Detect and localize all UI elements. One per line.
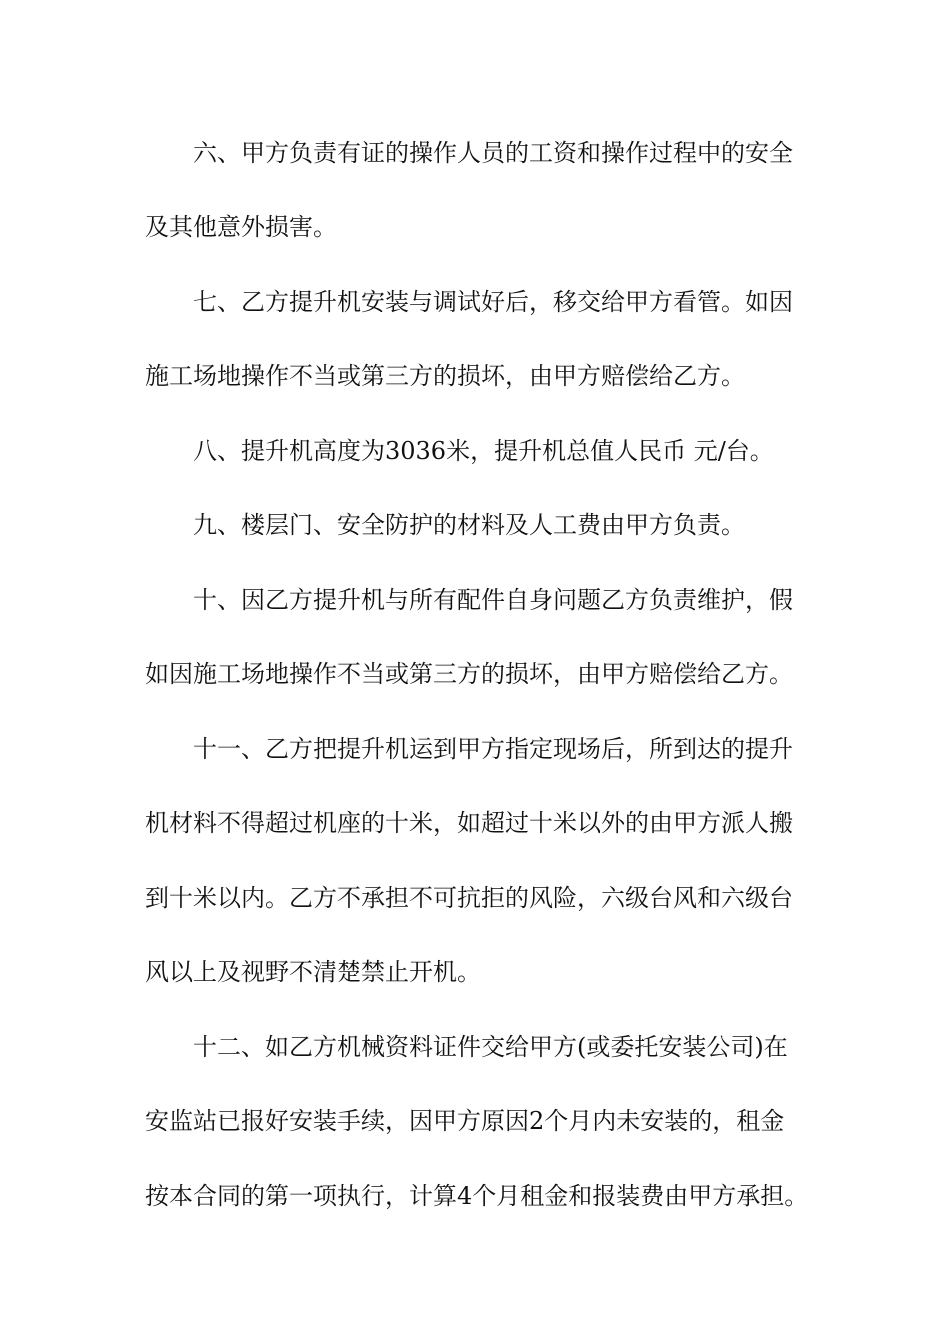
clause-12-line-1: 十二、如乙方机械资料证件交给甲方(或委托安装公司)在 xyxy=(193,1033,788,1061)
clause-9-line-1: 九、楼层门、安全防护的材料及人工费由甲方负责。 xyxy=(193,511,745,539)
clause-11-line-1: 十一、乙方把提升机运到甲方指定现场后，所到达的提升 xyxy=(193,735,793,763)
clause-12-line-3: 按本合同的第一项执行，计算4个月租金和报装费由甲方承担。 xyxy=(145,1182,809,1210)
clause-6-line-2: 及其他意外损害。 xyxy=(145,213,337,241)
clause-7-line-1: 七、乙方提升机安装与调试好后，移交给甲方看管。如因 xyxy=(193,288,793,316)
clause-11-line-4: 风以上及视野不清楚禁止开机。 xyxy=(145,958,481,986)
clause-10-line-2: 如因施工场地操作不当或第三方的损坏，由甲方赔偿给乙方。 xyxy=(145,660,793,688)
clause-6-line-1: 六、甲方负责有证的操作人员的工资和操作过程中的安全 xyxy=(193,139,793,167)
clause-11-line-2: 机材料不得超过机座的十米，如超过十米以外的由甲方派人搬 xyxy=(145,809,793,837)
clause-12-line-2: 安监站已报好安装手续，因甲方原因2个月内未安装的，租金 xyxy=(145,1107,785,1135)
clause-8-line-1: 八、提升机高度为3036米，提升机总值人民币 元/台。 xyxy=(193,437,774,465)
clause-10-line-1: 十、因乙方提升机与所有配件自身问题乙方负责维护，假 xyxy=(193,586,793,614)
clause-11-line-3: 到十米以内。乙方不承担不可抗拒的风险，六级台风和六级台 xyxy=(145,884,793,912)
clause-7-line-2: 施工场地操作不当或第三方的损坏，由甲方赔偿给乙方。 xyxy=(145,362,745,390)
